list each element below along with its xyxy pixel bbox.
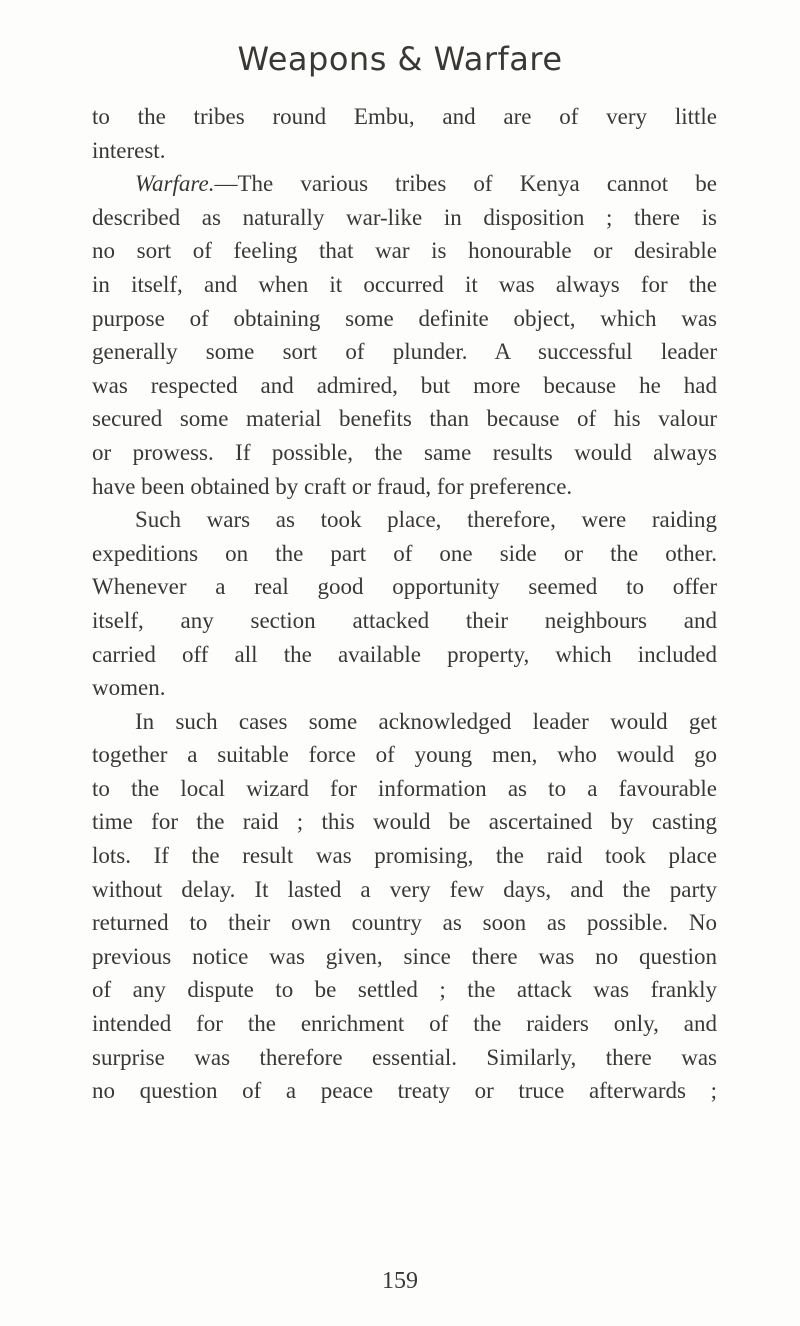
text-line: previous notice was given, since there was no question xyxy=(92,943,717,969)
text-line: without delay. It lasted a very few days, and the party xyxy=(92,876,717,902)
text-line: no sort of feeling that war is honourable or desirable xyxy=(92,238,717,264)
section-heading-line xyxy=(92,167,717,201)
text-line: —The various tribes of Kenya cannot be xyxy=(214,171,717,197)
body-text xyxy=(92,100,717,1108)
text-line: In such cases some acknowledged leader would get xyxy=(135,708,717,734)
text-line: described as naturally war-like in disposition ; there is xyxy=(92,204,717,230)
text-line: of any dispute to be settled ; the attack was frankly xyxy=(92,977,717,1003)
text-line: was respected and admired, but more because he had xyxy=(92,372,717,398)
text-line: in itself, and when it occurred it was always for the xyxy=(92,271,717,297)
text-line: expeditions on the part of one side or the other. xyxy=(92,540,717,566)
page-number: 159 xyxy=(382,1268,418,1294)
text-line: to the local wizard for information as to a favourable xyxy=(92,775,717,801)
text-line: or prowess. If possible, the same results would always xyxy=(92,439,717,465)
text-line: returned to their own country as soon as possible. No xyxy=(92,910,717,936)
text-line: no question of a peace treaty or truce afterwards ; xyxy=(92,1078,717,1104)
text-line: interest. xyxy=(92,137,166,163)
text-line: Such wars as took place, therefore, were raiding xyxy=(135,507,717,533)
text-line: have been obtained by craft or fraud, for preference. xyxy=(92,473,573,499)
section-heading-warfare: Warfare. xyxy=(135,171,215,197)
text-line: women. xyxy=(92,675,166,701)
text-line: lots. If the result was promising, the raid took place xyxy=(92,843,717,869)
text-line: together a suitable force of young men, who would go xyxy=(92,742,717,768)
text-line: intended for the enrichment of the raiders only, and xyxy=(92,1011,717,1037)
text-line: itself, any section attacked their neighbours and xyxy=(92,607,717,633)
text-line: carried off all the available property, which included xyxy=(92,641,717,667)
text-line: generally some sort of plunder. A successful leader xyxy=(92,339,717,365)
text-line: to the tribes round Embu, and are of very little xyxy=(92,104,717,129)
text-line: Whenever a real good opportunity seemed to offer xyxy=(92,574,717,600)
text-line: time for the raid ; this would be ascertained by casting xyxy=(92,809,717,835)
text-line: purpose of obtaining some definite object, which was xyxy=(92,305,717,331)
text-line: secured some material benefits than because of his valour xyxy=(92,406,717,432)
running-head: Weapons & Warfare xyxy=(237,40,563,78)
text-line: surprise was therefore essential. Similarly, there was xyxy=(92,1044,717,1070)
